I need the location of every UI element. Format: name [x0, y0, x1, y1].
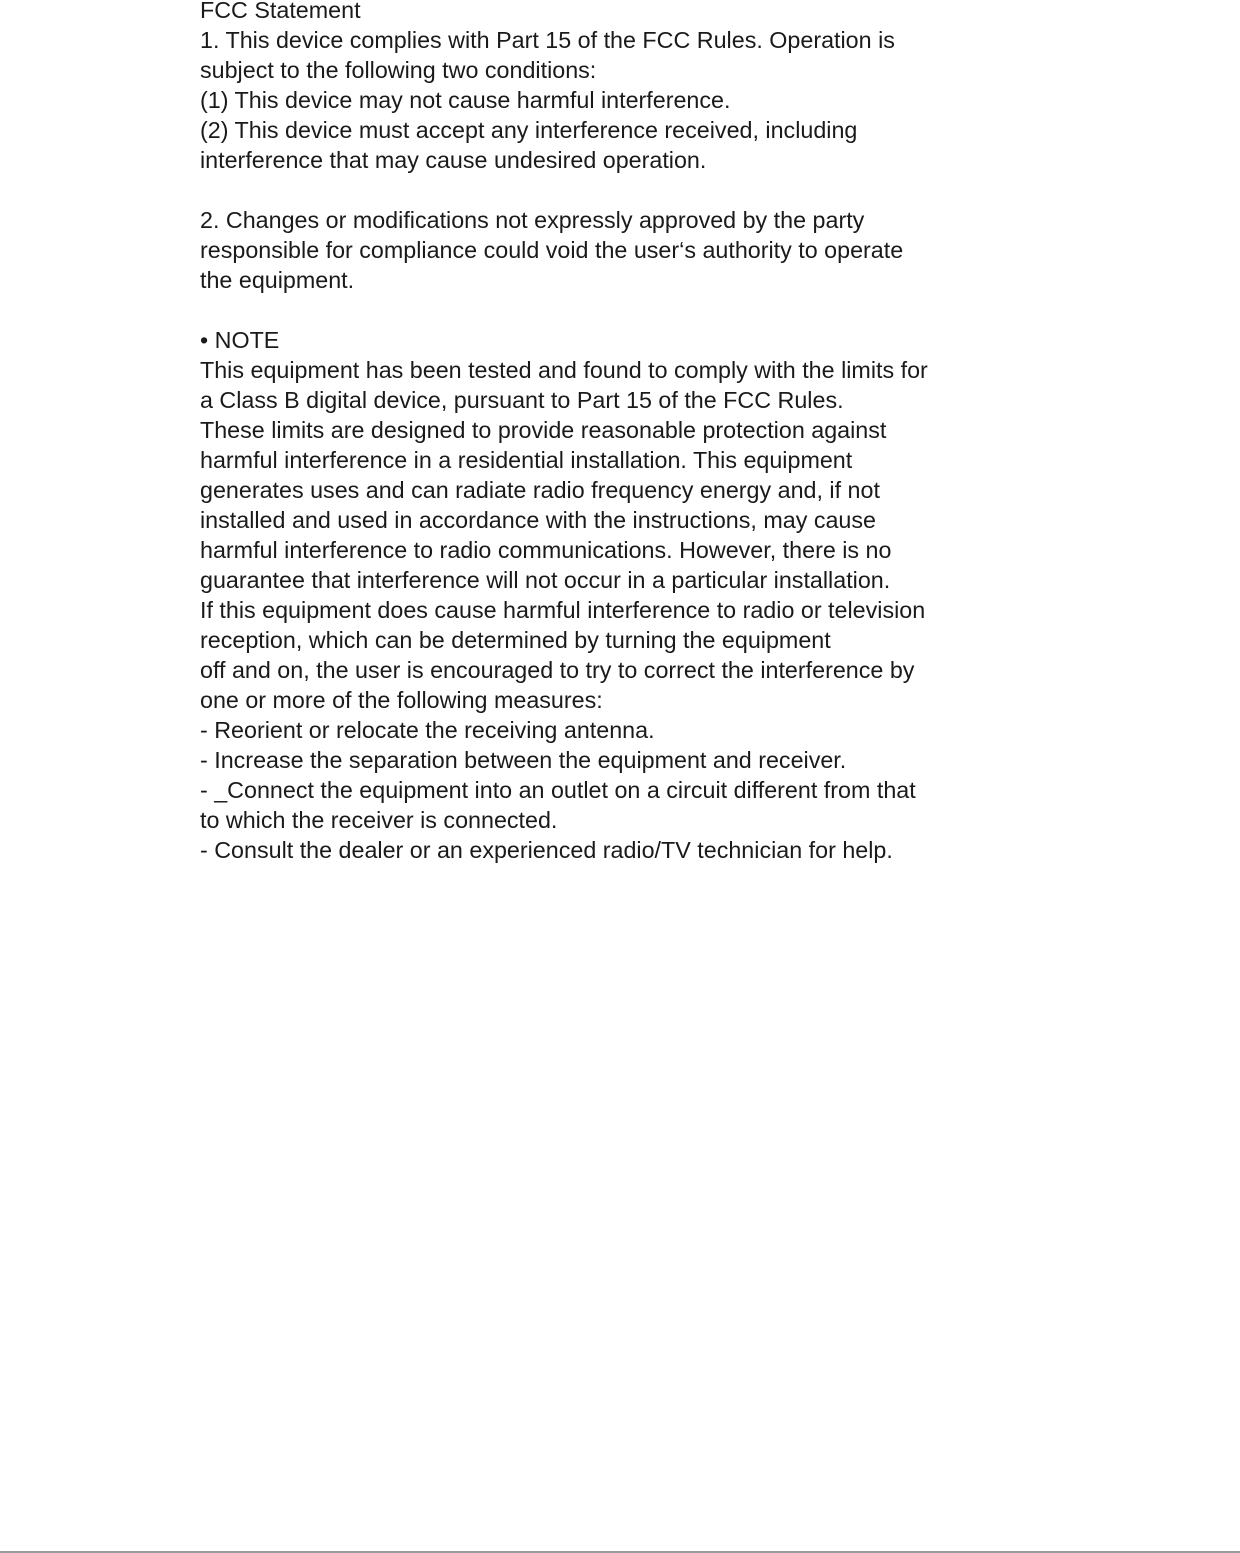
- measure-item: - Reorient or relocate the receiving antenna.: [200, 717, 655, 743]
- section-2-line: responsible for compliance could void the user‘s authority to operate: [200, 237, 904, 263]
- note-line: These limits are designed to provide reasonable protection against: [200, 417, 887, 443]
- measure-item: - Increase the separation between the equipment and receiver.: [200, 747, 847, 773]
- paragraph-spacer: [200, 175, 1000, 205]
- note-line: installed and used in accordance with the instructions, may cause: [200, 507, 876, 533]
- note-heading: • NOTE: [200, 327, 280, 353]
- condition-2-line: (2) This device must accept any interference received, including: [200, 117, 858, 143]
- section-2-line: the equipment.: [200, 267, 355, 293]
- section-1-conditions: [200, 25, 1000, 175]
- note-line: harmful interference to radio communications. However, there is no: [200, 537, 892, 563]
- note-line: a Class B digital device, pursuant to Part 15 of the FCC Rules.: [200, 387, 844, 413]
- measure-item: - _Connect the equipment into an outlet on a circuit different from that: [200, 777, 916, 803]
- section-2-modifications: [200, 205, 1000, 295]
- paragraph-spacer: [200, 295, 1000, 325]
- note-line: generates uses and can radiate radio frequency energy and, if not: [200, 477, 880, 503]
- fcc-statement-document: [200, 0, 1000, 865]
- measure-item: - Consult the dealer or an experienced radio/TV technician for help.: [200, 837, 893, 863]
- document-title: FCC Statement: [200, 0, 361, 23]
- note-line: guarantee that interference will not occur in a particular installation.: [200, 567, 891, 593]
- note-line: harmful interference in a residential installation. This equipment: [200, 447, 853, 473]
- measure-item: to which the receiver is connected.: [200, 807, 558, 833]
- note-line: reception, which can be determined by turning the equipment: [200, 627, 831, 653]
- note-line: one or more of the following measures:: [200, 687, 603, 713]
- note-line: off and on, the user is encouraged to try to correct the interference by: [200, 657, 915, 683]
- section-1-line: subject to the following two conditions:: [200, 57, 597, 83]
- section-2-line: 2. Changes or modifications not expressly approved by the party: [200, 207, 865, 233]
- condition-1-line: (1) This device may not cause harmful interference.: [200, 87, 731, 113]
- note-line: This equipment has been tested and found to comply with the limits for: [200, 357, 928, 383]
- note-line: If this equipment does cause harmful interference to radio or television: [200, 597, 926, 623]
- section-1-line: 1. This device complies with Part 15 of the FCC Rules. Operation is: [200, 27, 895, 53]
- note-section: [200, 325, 1000, 865]
- condition-2-line: interference that may cause undesired operation.: [200, 147, 707, 173]
